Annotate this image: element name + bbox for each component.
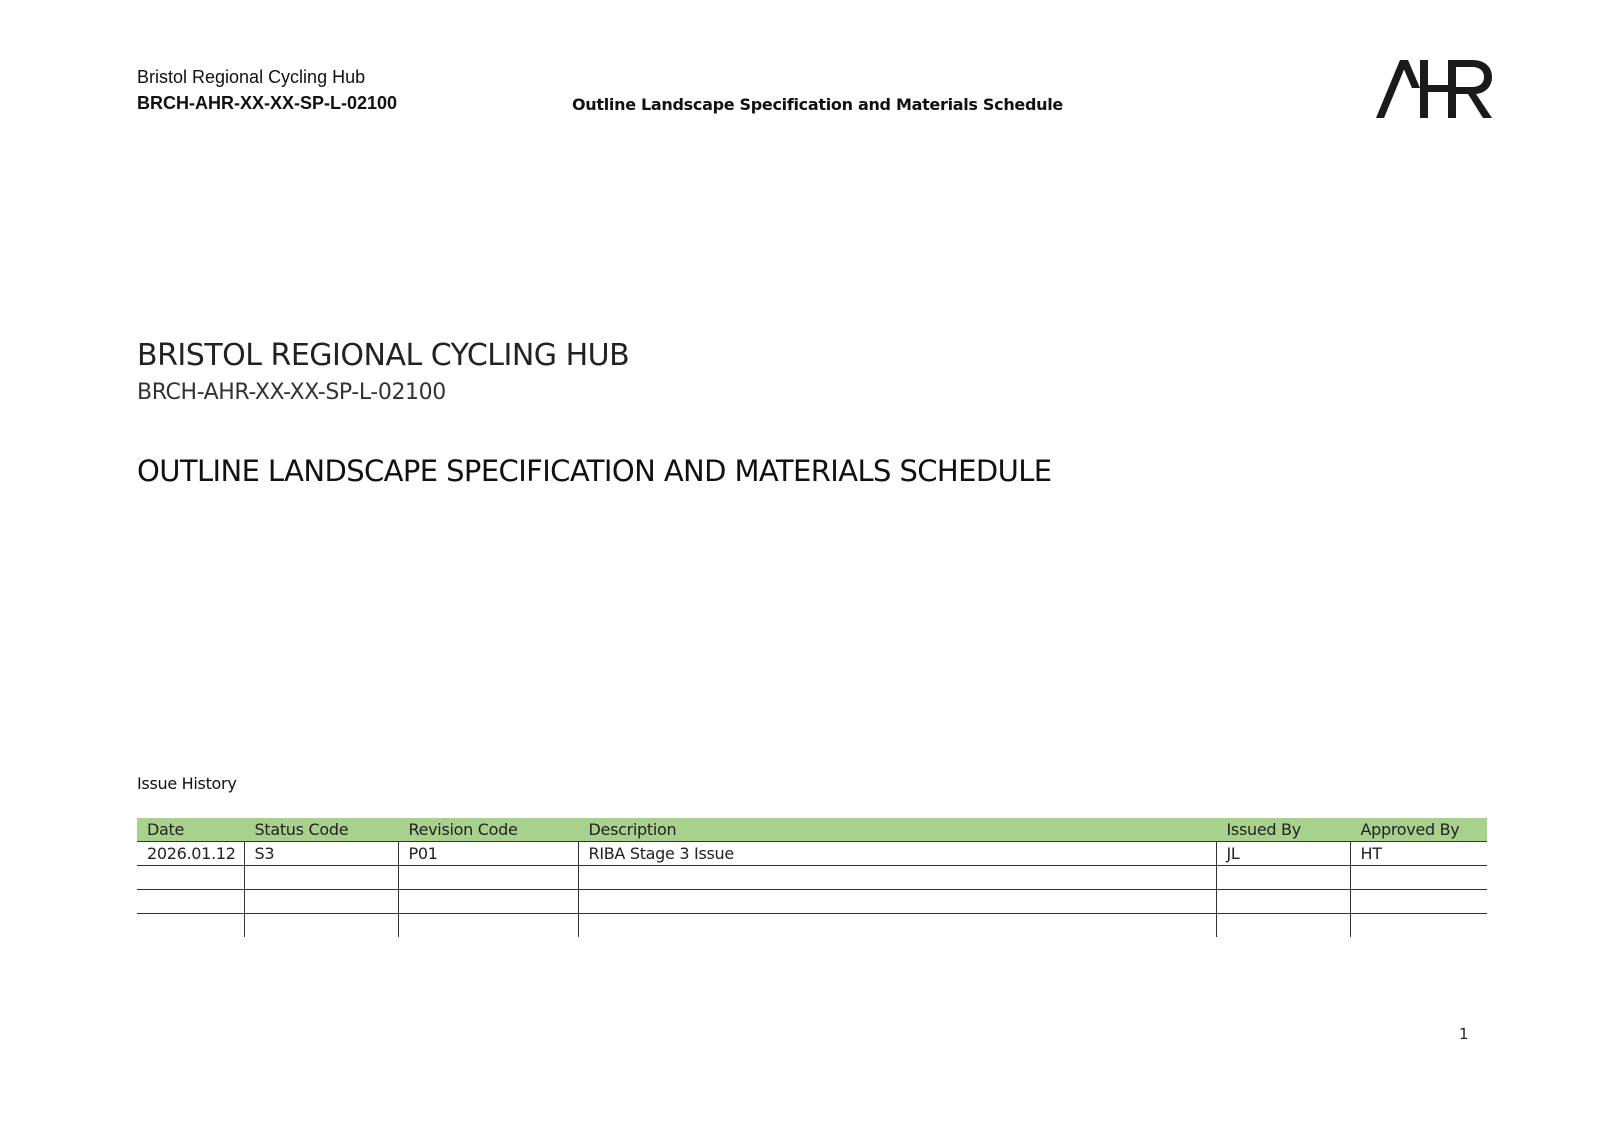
table-row [137,866,1487,890]
column-header-description: Description [578,818,1216,842]
column-header-issued-by: Issued By [1216,818,1350,842]
column-header-revision-code: Revision Code [398,818,578,842]
cell-description [578,890,1216,914]
table-row [137,842,1487,866]
cell-issued-by [1216,866,1350,890]
cover-document-title: OUTLINE LANDSCAPE SPECIFICATION AND MATERIALS SCHEDULE [137,454,1052,488]
cell-date [137,914,244,938]
cell-description [578,866,1216,890]
cover-document-code: BRCH-AHR-XX-XX-SP-L-02100 [137,380,446,405]
cell-status-code [244,890,398,914]
page-number: 1 [1459,1025,1469,1043]
cell-issued-by: JL [1216,842,1350,866]
table-row [137,890,1487,914]
cell-status-code: S3 [244,842,398,866]
table-header-row [137,818,1487,842]
cell-approved-by [1350,914,1487,938]
issue-history-table [137,818,1487,937]
cell-approved-by: HT [1350,842,1487,866]
cell-date [137,890,244,914]
cell-date [137,866,244,890]
cell-approved-by [1350,890,1487,914]
cell-description [578,914,1216,938]
cell-description: RIBA Stage 3 Issue [578,842,1216,866]
ahr-logo [1376,58,1492,118]
cover-project-name: BRISTOL REGIONAL CYCLING HUB [137,338,630,373]
header-document-title: Outline Landscape Specification and Materials Schedule [572,95,1063,114]
cell-issued-by [1216,890,1350,914]
cell-status-code [244,866,398,890]
column-header-status-code: Status Code [244,818,398,842]
cell-issued-by [1216,914,1350,938]
cell-revision-code [398,890,578,914]
column-header-date: Date [137,818,244,842]
header-document-code: BRCH-AHR-XX-XX-SP-L-02100 [137,93,398,113]
header-project-name: Bristol Regional Cycling Hub [137,67,366,87]
table-row [137,914,1487,938]
cell-status-code [244,914,398,938]
cell-revision-code [398,866,578,890]
cell-revision-code: P01 [398,842,578,866]
issue-history-label: Issue History [137,774,237,793]
cell-revision-code [398,914,578,938]
cell-approved-by [1350,866,1487,890]
column-header-approved-by: Approved By [1350,818,1487,842]
cell-date: 2026.01.12 [137,842,244,866]
